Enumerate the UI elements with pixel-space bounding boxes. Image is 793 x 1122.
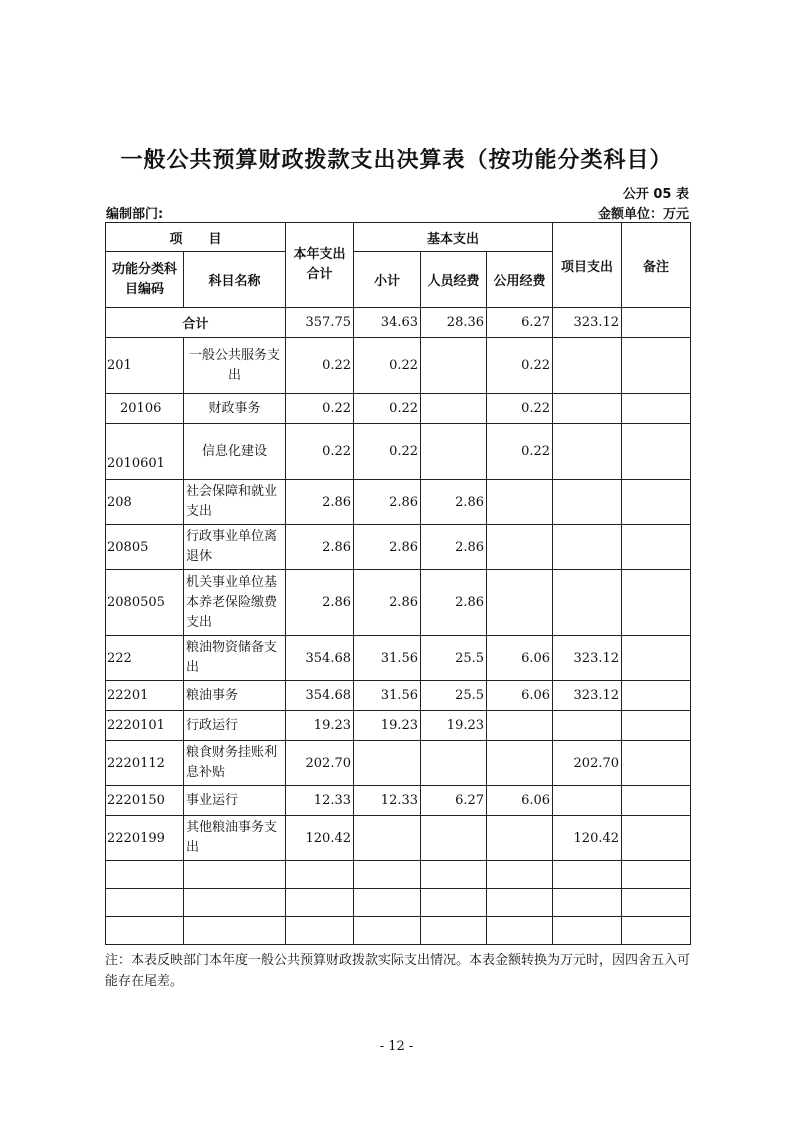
empty-cell [553,889,622,917]
row-total: 2.86 [286,480,354,525]
row-subtotal: 12.33 [354,786,421,816]
row-project [553,525,622,570]
empty-cell [106,917,184,945]
empty-cell [553,917,622,945]
empty-cell [487,889,553,917]
row-total: 354.68 [286,681,354,711]
row-remark [622,570,691,636]
table-row [106,681,691,711]
total-public: 6.27 [487,308,553,338]
row-code: 201 [106,338,184,394]
header-total: 本年支出合计 [286,223,354,308]
row-public [487,525,553,570]
row-name: 粮油物资储备支出 [184,636,286,681]
row-project: 120.42 [553,816,622,861]
row-code: 2010601 [106,424,184,480]
row-remark [622,480,691,525]
empty-cell [354,889,421,917]
row-total: 0.22 [286,424,354,480]
empty-cell [622,917,691,945]
row-subtotal [354,816,421,861]
empty-cell [487,917,553,945]
row-project [553,786,622,816]
row-total: 202.70 [286,741,354,786]
row-subtotal: 31.56 [354,681,421,711]
empty-cell [184,861,286,889]
header-code: 功能分类科目编码 [106,252,184,308]
row-subtotal: 0.22 [354,338,421,394]
row-code: 22201 [106,681,184,711]
row-remark [622,816,691,861]
row-personnel: 25.5 [421,636,487,681]
row-code: 2220150 [106,786,184,816]
header-name: 科目名称 [184,252,286,308]
row-public: 6.06 [487,636,553,681]
empty-cell [106,861,184,889]
header-personnel: 人员经费 [421,252,487,308]
row-subtotal: 0.22 [354,424,421,480]
empty-cell [622,889,691,917]
row-personnel: 6.27 [421,786,487,816]
row-public [487,711,553,741]
empty-cell [184,889,286,917]
total-project: 323.12 [553,308,622,338]
row-name: 信息化建设 [184,424,286,480]
row-subtotal: 2.86 [354,525,421,570]
empty-row [106,861,691,889]
total-amount: 357.75 [286,308,354,338]
empty-cell [487,861,553,889]
form-code: 公开 05 表 [622,187,689,202]
row-name: 一般公共服务支出 [184,338,286,394]
total-row [106,308,691,338]
table-row [106,570,691,636]
row-name: 粮油事务 [184,681,286,711]
table-row [106,711,691,741]
row-name: 粮食财务挂账利息补贴 [184,741,286,786]
row-public [487,570,553,636]
row-personnel [421,394,487,424]
table-row [106,816,691,861]
table-row [106,636,691,681]
row-project [553,394,622,424]
row-project [553,570,622,636]
row-remark [622,681,691,711]
empty-cell [421,861,487,889]
row-remark [622,338,691,394]
row-project: 202.70 [553,741,622,786]
header-subtotal: 小计 [354,252,421,308]
row-name: 社会保障和就业支出 [184,480,286,525]
table-row [106,338,691,394]
row-public: 0.22 [487,424,553,480]
row-project [553,711,622,741]
row-name: 机关事业单位基本养老保险缴费支出 [184,570,286,636]
row-remark [622,711,691,741]
row-project [553,424,622,480]
row-public: 6.06 [487,681,553,711]
table-row [106,741,691,786]
row-remark [622,786,691,816]
total-remark [622,308,691,338]
empty-cell [286,917,354,945]
page-title: 一般公共预算财政拨款支出决算表（按功能分类科目） [120,148,673,173]
row-personnel: 19.23 [421,711,487,741]
row-personnel [421,816,487,861]
empty-cell [354,917,421,945]
row-name: 财政事务 [184,394,286,424]
header-remark: 备注 [622,223,691,308]
row-public: 0.22 [487,338,553,394]
row-total: 0.22 [286,394,354,424]
row-remark [622,636,691,681]
row-code: 20106 [106,394,184,424]
row-subtotal: 0.22 [354,394,421,424]
row-total: 2.86 [286,525,354,570]
row-name: 行政事业单位离退休 [184,525,286,570]
header-public: 公用经费 [487,252,553,308]
total-subtotal: 34.63 [354,308,421,338]
row-subtotal: 19.23 [354,711,421,741]
row-project [553,338,622,394]
row-code: 2220101 [106,711,184,741]
header-item: 项 目 [106,223,286,252]
expenditure-table [105,222,691,945]
row-code: 20805 [106,525,184,570]
row-personnel [421,741,487,786]
row-total: 0.22 [286,338,354,394]
row-code: 2220199 [106,816,184,861]
row-total: 2.86 [286,570,354,636]
total-label: 合计 [106,308,286,338]
page-number: - 12 - [379,1039,414,1054]
row-public [487,480,553,525]
row-total: 120.42 [286,816,354,861]
footnote: 注：本表反映部门本年度一般公共预算财政拨款实际支出情况。本表金额转换为万元时，因四舍五入可能存在尾差。 [105,953,691,989]
row-name: 行政运行 [184,711,286,741]
row-code: 222 [106,636,184,681]
empty-row [106,889,691,917]
row-code: 2220112 [106,741,184,786]
row-subtotal: 2.86 [354,480,421,525]
total-personnel: 28.36 [421,308,487,338]
row-total: 12.33 [286,786,354,816]
empty-cell [106,889,184,917]
row-subtotal: 31.56 [354,636,421,681]
row-subtotal [354,741,421,786]
row-project: 323.12 [553,636,622,681]
row-subtotal: 2.86 [354,570,421,636]
row-remark [622,424,691,480]
table-row [106,525,691,570]
header-basic: 基本支出 [354,223,553,252]
row-personnel: 2.86 [421,570,487,636]
row-remark [622,525,691,570]
row-remark [622,394,691,424]
table-row [106,424,691,480]
empty-cell [421,917,487,945]
row-project: 323.12 [553,681,622,711]
row-personnel [421,338,487,394]
row-public [487,741,553,786]
row-code: 208 [106,480,184,525]
row-public: 6.06 [487,786,553,816]
empty-cell [553,861,622,889]
row-remark [622,741,691,786]
row-personnel: 25.5 [421,681,487,711]
row-total: 354.68 [286,636,354,681]
table-row [106,480,691,525]
empty-cell [286,861,354,889]
row-name: 其他粮油事务支出 [184,816,286,861]
table-row [106,786,691,816]
row-personnel [421,424,487,480]
header-project: 项目支出 [553,223,622,308]
row-personnel: 2.86 [421,525,487,570]
empty-row [106,917,691,945]
empty-cell [421,889,487,917]
empty-cell [286,889,354,917]
empty-cell [354,861,421,889]
dept-label: 编制部门: [106,207,164,222]
row-total: 19.23 [286,711,354,741]
table-row [106,394,691,424]
unit-label: 金额单位：万元 [597,207,689,222]
row-public: 0.22 [487,394,553,424]
row-name: 事业运行 [184,786,286,816]
row-project [553,480,622,525]
empty-cell [622,861,691,889]
empty-cell [184,917,286,945]
row-personnel: 2.86 [421,480,487,525]
row-public [487,816,553,861]
row-code: 2080505 [106,570,184,636]
